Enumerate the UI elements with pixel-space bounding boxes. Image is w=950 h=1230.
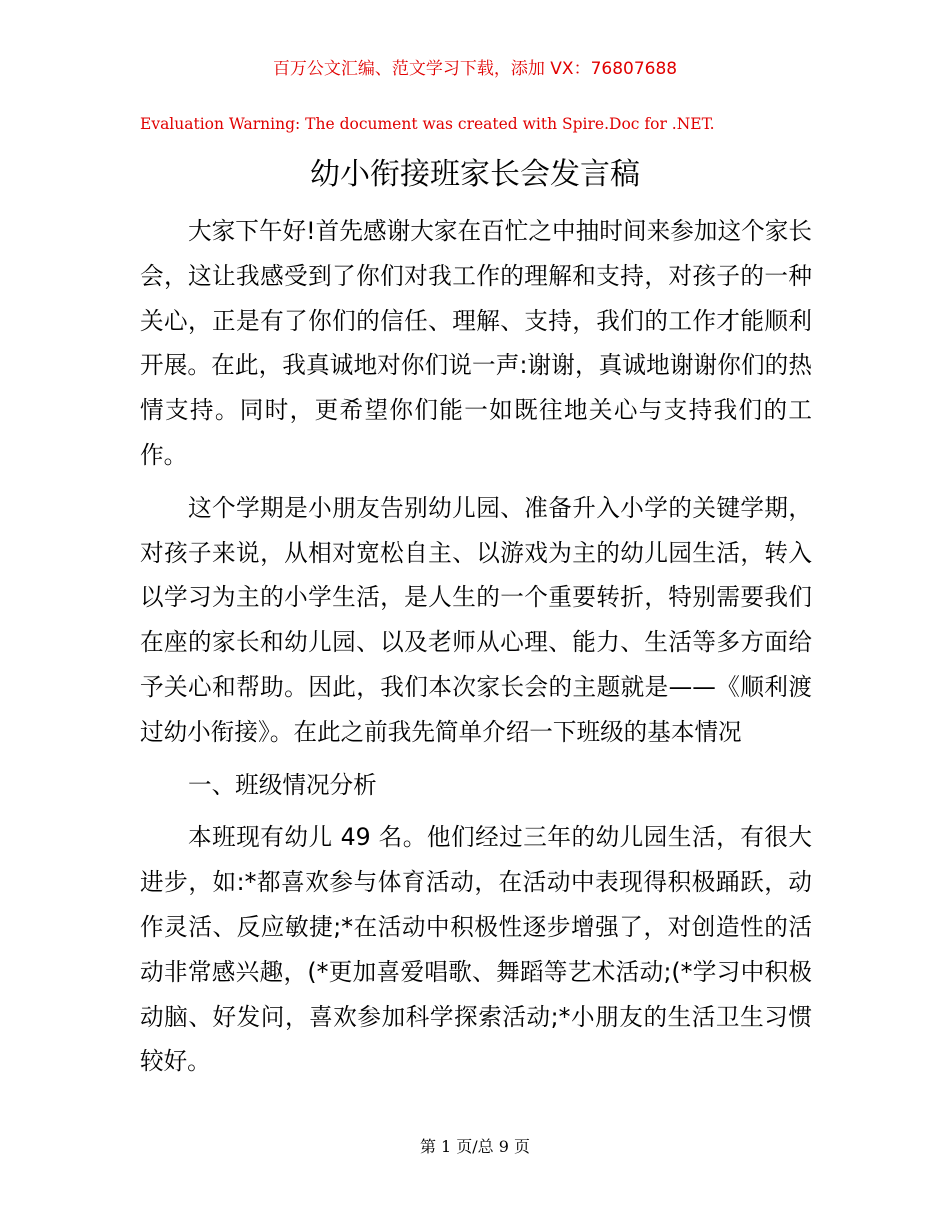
document-title: 幼小衔接班家长会发言稿 (310, 157, 640, 192)
evaluation-warning: Evaluation Warning: The document was created with Spire.Doc for .NET. (140, 115, 715, 133)
document-body (140, 209, 812, 1092)
body-paragraph: 大家下午好!首先感谢大家在百忙之中抽时间来参加这个家长会，这让我感受到了你们对我工作的理解和支持，对孩子的一种关心，正是有了你们的信任、理解、支持，我们的工作才能顺利开展。在此，我真诚地对你们说一声:谢谢，真诚地谢谢你们的热情支持。同时，更希望你们能一如既往地关心与支持我们的工作。 (140, 217, 812, 469)
section-paragraph: 本班现有幼儿 49 名。他们经过三年的幼儿园生活，有很大进步，如:*都喜欢参与体育活动，在活动中表现得积极踊跃，动作灵活、反应敏捷;*在活动中积极性逐步增强了，对创造性的活动非常感兴趣，(*更加喜爱唱歌、舞蹈等艺术活动;(*学习中积极动脑、好发问，喜欢参加科学探索活动;*小朋友的生活卫生习惯较好。 (140, 823, 812, 1076)
header-ad-text: 百万公文汇编、范文学习下载，添加 VX：76807688 (272, 59, 678, 79)
page-indicator: 第 1 页/总 9 页 (419, 1137, 531, 1156)
section-heading: 一、班级情况分析 (188, 770, 377, 799)
body-paragraph: 这个学期是小朋友告别幼儿园、准备升入小学的关键学期，对孩子来说，从相对宽松自主、以游戏为主的幼儿园生活，转入以学习为主的小学生活，是人生的一个重要转折，特别需要我们在座的家长和幼儿园、以及老师从心理、能力、生活等多方面给予关心和帮助。因此，我们本次家长会的主题就是——《顺利渡过幼小衔接》。在此之前我先简单介绍一下班级的基本情况 (140, 493, 812, 746)
